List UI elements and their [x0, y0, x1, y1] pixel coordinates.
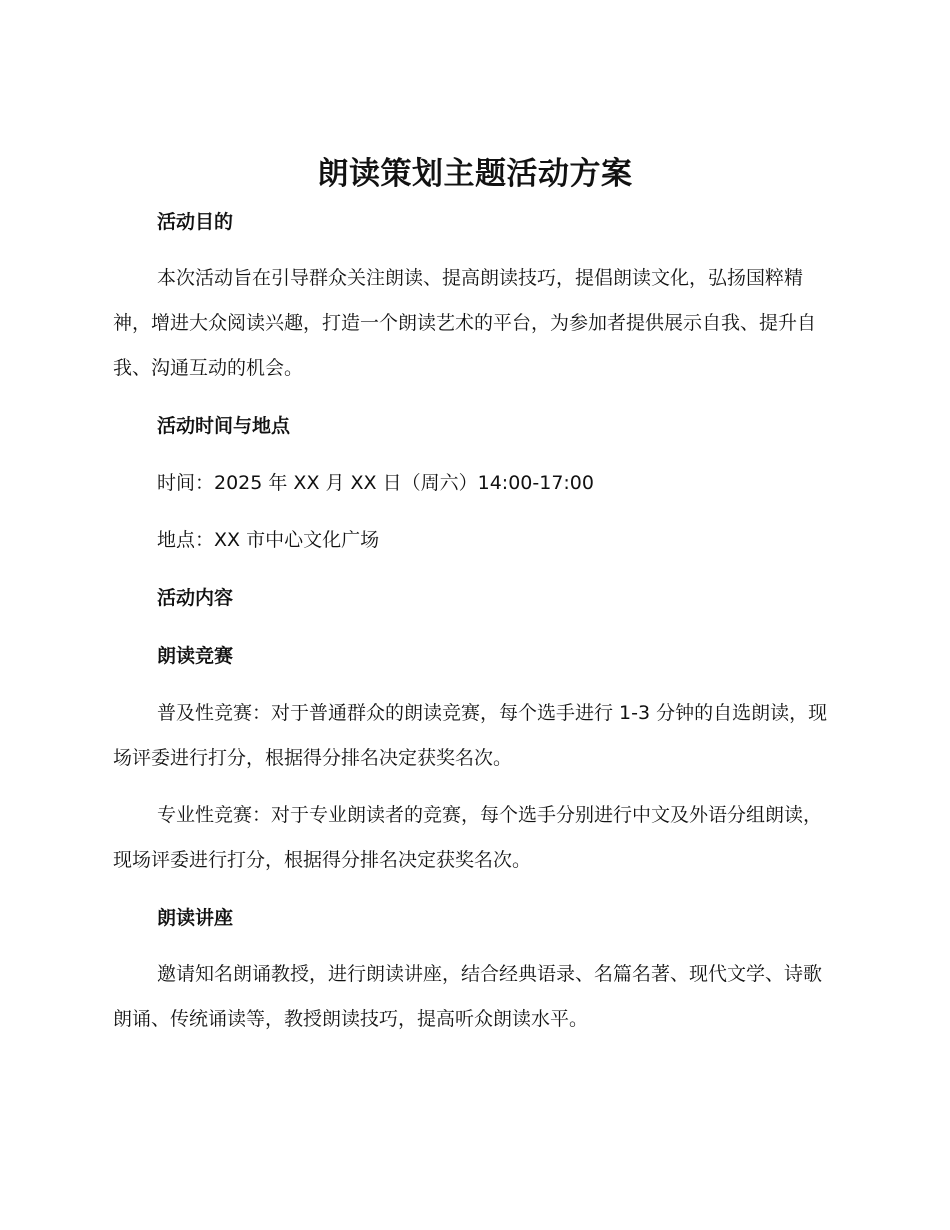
document-title: 朗读策划主题活动方案 — [317, 156, 633, 192]
event-place-text: 地点：XX 市中心文化广场 — [157, 529, 380, 551]
popular-competition-paragraph: 普及性竞赛：对于普通群众的朗读竞赛，每个选手进行 1-3 分钟的自选朗读，现场评委进行打分，根据得分排名决定获奖名次。 — [113, 702, 828, 769]
professional-competition-paragraph: 专业性竞赛：对于专业朗读者的竞赛，每个选手分别进行中文及外语分组朗读，现场评委进行打分，根据得分排名决定获奖名次。 — [113, 804, 823, 871]
event-time-text: 时间：2025 年 XX 月 XX 日（周六）14:00-17:00 — [157, 472, 594, 494]
lecture-paragraph: 邀请知名朗诵教授，进行朗读讲座，结合经典语录、名篇名著、现代文学、诗歌朗诵、传统诵读等，教授朗读技巧，提高听众朗读水平。 — [113, 963, 823, 1030]
subsection-heading-lecture: 朗读讲座 — [157, 907, 234, 929]
section-heading-time-place: 活动时间与地点 — [157, 415, 291, 437]
section-heading-purpose: 活动目的 — [157, 211, 234, 233]
purpose-paragraph: 本次活动旨在引导群众关注朗读、提高朗读技巧，提倡朗读文化，弘扬国粹精神，增进大众阅读兴趣，打造一个朗读艺术的平台，为参加者提供展示自我、提升自我、沟通互动的机会。 — [113, 267, 817, 379]
subsection-heading-competition: 朗读竞赛 — [157, 645, 234, 667]
section-heading-content: 活动内容 — [157, 587, 234, 609]
